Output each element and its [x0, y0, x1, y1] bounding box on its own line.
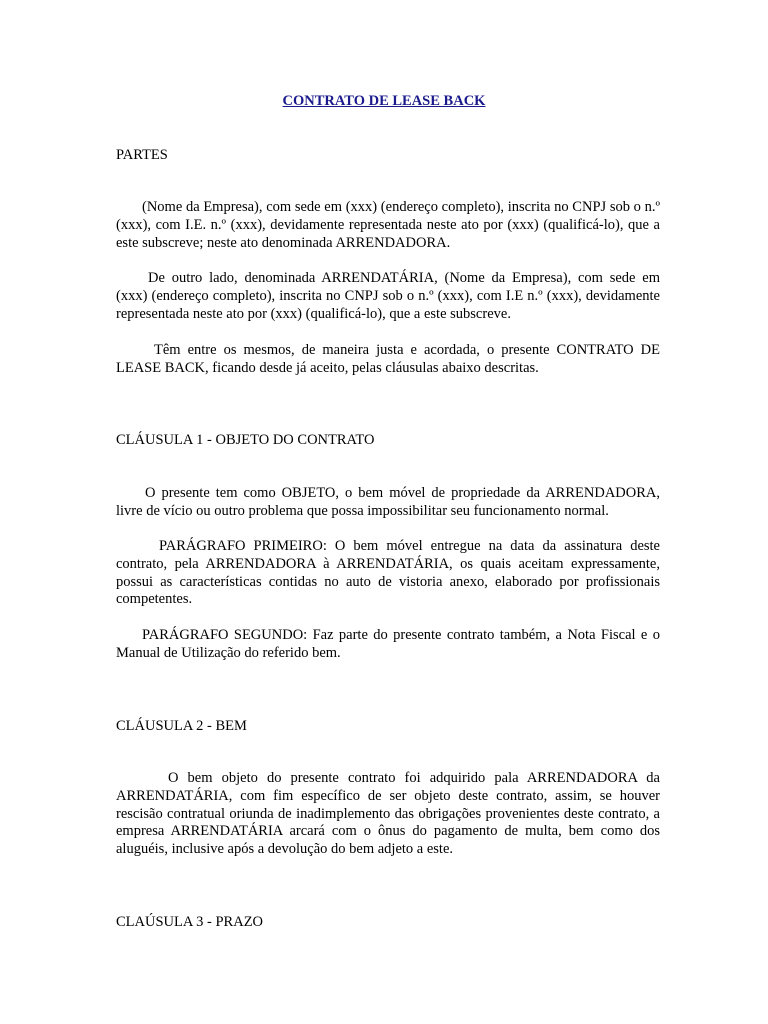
clausula-1-heading: CLÁUSULA 1 - OBJETO DO CONTRATO [116, 432, 375, 448]
partes-paragraph-2: De outro lado, denominada ARRENDATÁRIA, (Nome da Empresa), com sede em (xxx) (endereço completo), inscrita no CNPJ sob o n.º (xxx), com I.E n.º (xxx), devidamente representada neste ato por (xxx) (qualificá-lo), que a este subscreve. [116, 270, 660, 322]
clausula-1-paragraph-primeiro: PARÁGRAFO PRIMEIRO: O bem móvel entregue na data da assinatura deste contrato, pela ARRENDADORA à ARRENDATÁRIA, os quais aceitam expressamente, possui as características contidas no auto de vistoria anexo, elaborado por profissionais competentes. [116, 538, 660, 608]
clausula-1-paragraph-segundo: PARÁGRAFO SEGUNDO: Faz parte do presente contrato também, a Nota Fiscal e o Manual de Utilização do referido bem. [116, 627, 660, 661]
clausula-3-heading: CLAÚSULA 3 - PRAZO [116, 914, 264, 930]
partes-paragraph-3: Têm entre os mesmos, de maneira justa e acordada, o presente CONTRATO DE LEASE BACK, ficando desde já aceito, pelas cláusulas abaixo descritas. [116, 342, 660, 376]
clausula-2-heading: CLÁUSULA 2 - BEM [116, 718, 247, 734]
clausula-2-paragraph-1: O bem objeto do presente contrato foi adquirido pala ARRENDADORA da ARRENDATÁRIA, com fim específico de ser objeto deste contrato, assim, se houver rescisão contratual oriunda de inadimplemento das obrigações provenientes deste contrato, a empresa ARRENDATÁRIA arcará com o ônus do pagamento de multa, bem como dos aluguéis, inclusive após a devolução do bem adjeto a este. [116, 770, 660, 858]
document-title: CONTRATO DE LEASE BACK [282, 93, 486, 109]
partes-heading: PARTES [116, 147, 168, 163]
partes-paragraph-1: (Nome da Empresa), com sede em (xxx) (endereço completo), inscrita no CNPJ sob o n.º (xxx), com I.E. n.º (xxx), devidamente representada neste ato por (xxx) (qualificá-lo), que a este subscreve; neste ato denominada ARRENDADORA. [116, 199, 660, 251]
clausula-1-paragraph-1: O presente tem como OBJETO, o bem móvel de propriedade da ARRENDADORA, livre de vício ou outro problema que possa impossibilitar seu funcionamento normal. [116, 485, 660, 519]
